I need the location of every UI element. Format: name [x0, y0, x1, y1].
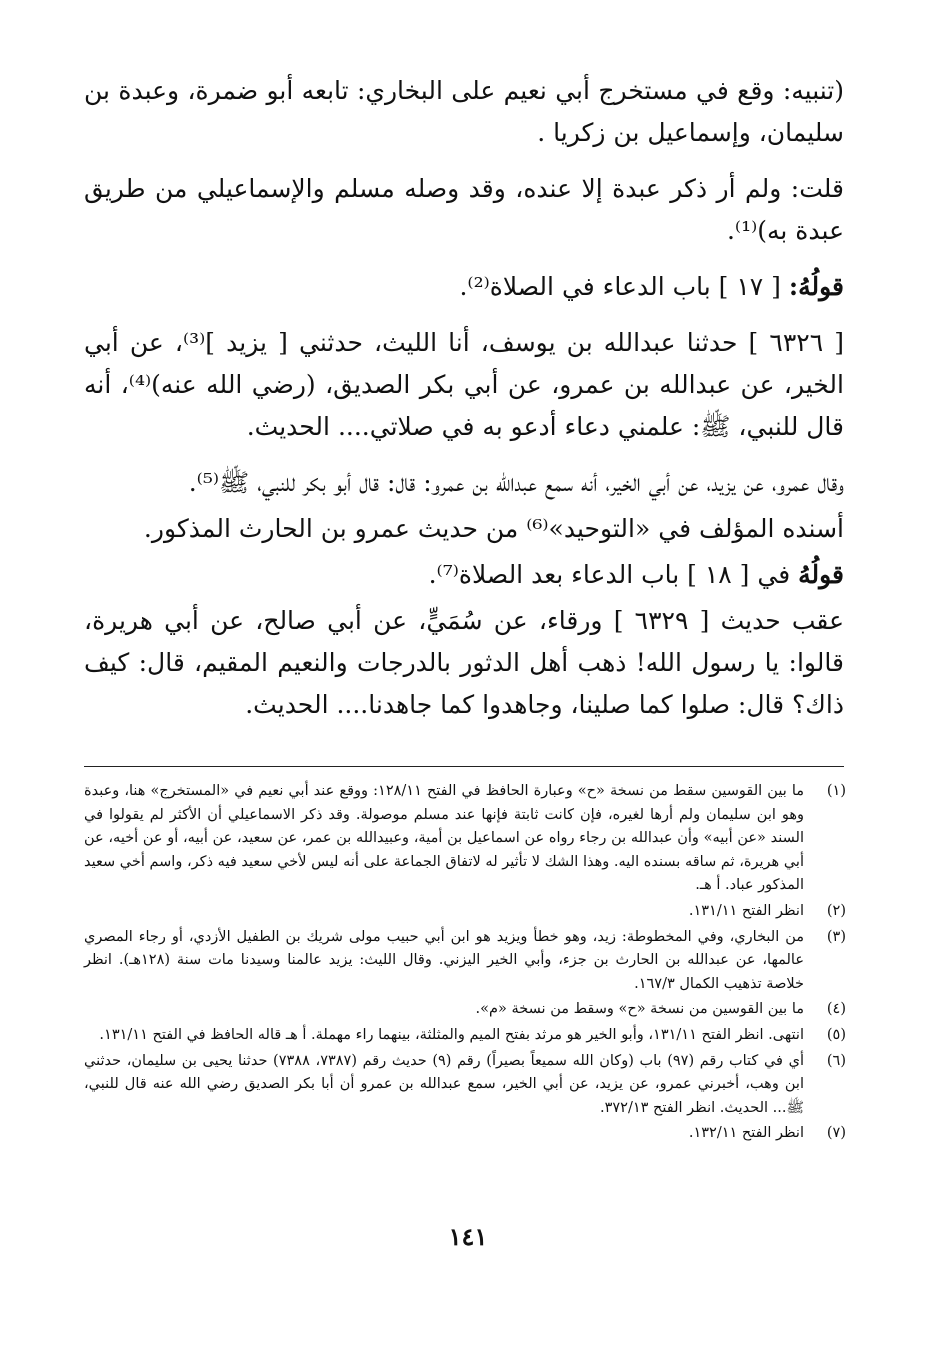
hadith-6326: [ ٦٣٢٦ ] حدثنا عبدالله بن يوسف، أنا الليث، حدثني [ يزيد ]⁽³⁾، عن أبي الخير، عن عبدالله بن عمرو، عن أبي بكر الصديق، (رضي الله عنه)⁽⁴⁾، أنه قال للنبي، ﷺ: علمني دعاء أدعو به في صلاتي.... الحديث.: [84, 328, 844, 441]
footnotes: [84, 780, 846, 1148]
footnote: [84, 900, 846, 924]
footnote-text: أي في كتاب رقم (٩٧) باب (وكان الله سميعاً بصيراً) رقم (٩) حديث رقم (٧٣٨٧، ٧٣٨٨) حدثنا يحيى بن سليمان، حدثني ابن وهب، أخبرني عمرو، عن يزيد، عن أبي الخير، سمع عبدالله بن عمرو أن أبا بكر الصديق رضي الله عنه قال للنبي، ﷺ... الحديث. انظر الفتح ٣٧٢/١٣.: [84, 1052, 804, 1116]
footnote-number: (٧): [826, 1125, 846, 1142]
chapter-17-title: [ ١٧ ] باب الدعاء في الصلاة⁽²⁾.: [459, 272, 781, 301]
footnote: [84, 1050, 846, 1121]
page-number: ١٤١: [448, 1222, 488, 1251]
qawluhu-label: قولُهُ:: [788, 272, 844, 301]
tawhid-reference: أسنده المؤلف في «التوحيد»⁽⁶⁾ من حديث عمرو بن الحارث المذكور.: [143, 514, 844, 543]
amr-narration: وقال عمرو، عن يزيد، عن أبي الخير، أنه سمع عبدالله بن عمرو: قال: قال أبو بكر للنبي، ﷺ⁽⁵⁾.: [188, 468, 844, 497]
footnote: [84, 1122, 846, 1146]
chapter-18-title: في [ ١٨ ] باب الدعاء بعد الصلاة⁽⁷⁾.: [428, 560, 791, 589]
footnote-divider: [84, 766, 844, 767]
footnote: [84, 998, 846, 1022]
chapter-18-heading: [84, 554, 844, 596]
footnote-text: انتهى. انظر الفتح ١٣١/١١، وأبو الخير هو مرثد بفتح الميم والمثلثة، بينهما راء مهملة. أ هـ قاله الحافظ في الفتح ١٣١/١١.: [99, 1026, 804, 1043]
footnote-number: (٢): [826, 902, 846, 919]
footnote-text: ما بين القوسين من نسخة «ح» وسقط من نسخة «م».: [475, 1001, 804, 1018]
footnote-text: انظر الفتح ١٣١/١١.: [688, 902, 804, 919]
qultu-paragraph: قلت: ولم أر ذكر عبدة إلا عنده، وقد وصله مسلم والإسماعيلي من طريق عبدة به)⁽¹⁾.: [84, 174, 844, 245]
footnote-number: (٦): [826, 1052, 846, 1069]
tanbih-paragraph: (تنبيه: وقع في مستخرج أبي نعيم على البخاري: تابعه أبو ضمرة، وعبدة بن سليمان، وإسماعيل بن زكريا .: [84, 76, 844, 147]
hadith-6329: عقب حديث [ ٦٣٢٩ ] ورقاء، عن سُمَيٍّ، عن أبي صالح، عن أبي هريرة، قالوا: يا رسول الله! ذهب أهل الدثور بالدرجات والنعيم المقيم، قال: كيف ذاك؟ قال: صلوا كما صلينا، وجاهدوا كما جاهدنا.... الحديث.: [84, 606, 844, 719]
main-text: [84, 70, 844, 740]
footnote-number: (٥): [826, 1026, 846, 1043]
footnote-text: ما بين القوسين سقط من نسخة «ح» وعبارة الحافظ في الفتح ١٢٨/١١: ووقع عند أبي نعيم في «المستخرج» هنا، وعبدة وهو ابن سليمان ولم أرها لغيره، فإن كانت ثابتة فإنها عند مسلم موصولة. وقد ذكر الاسماعيلي أن الأكثر لم يقولوا في السند «عن أبيه» وأن عبدالله بن رجاء رواه عن اسماعيل بن أمية، وعبيدالله بن عمر، عن سعيد، عن أبيه، أو عن أخيه، عن أبي هريرة، ثم ساقه بسنده اليه. وهذا الشك لا تأثير له لاتفاق الجماعة على أنه ليس لأخي سعيد فيه ذكر، واسم أخي سعيد المذكور عباد. أ هـ.: [84, 783, 804, 894]
chapter-17-heading: [84, 266, 844, 308]
footnote-number: (٤): [826, 1001, 846, 1018]
footnote: [84, 1024, 846, 1048]
footnote: [84, 780, 846, 898]
footnote-number: (١): [826, 783, 846, 799]
footnote-number: (٣): [826, 928, 846, 945]
footnote: [84, 926, 846, 997]
qawluhu-label: قولُهُ: [798, 560, 844, 589]
footnote-text: من البخاري، وفي المخطوطة: زيد، وهو خطأ ويزيد هو ابن أبي حبيب مولى شريك بن الطفيل الأزدي، أو رجاء المصري عالمها، عن عبدالله بن الحارث بن جزء، وأبي الخير اليزني. وقال الليث: يزيد عالمنا وسيدنا مات سنة (١٢٨هـ). انظر خلاصة تذهيب الكمال ١٦٧/٣.: [84, 928, 804, 992]
footnote-text: انظر الفتح ١٣٢/١١.: [688, 1125, 804, 1142]
